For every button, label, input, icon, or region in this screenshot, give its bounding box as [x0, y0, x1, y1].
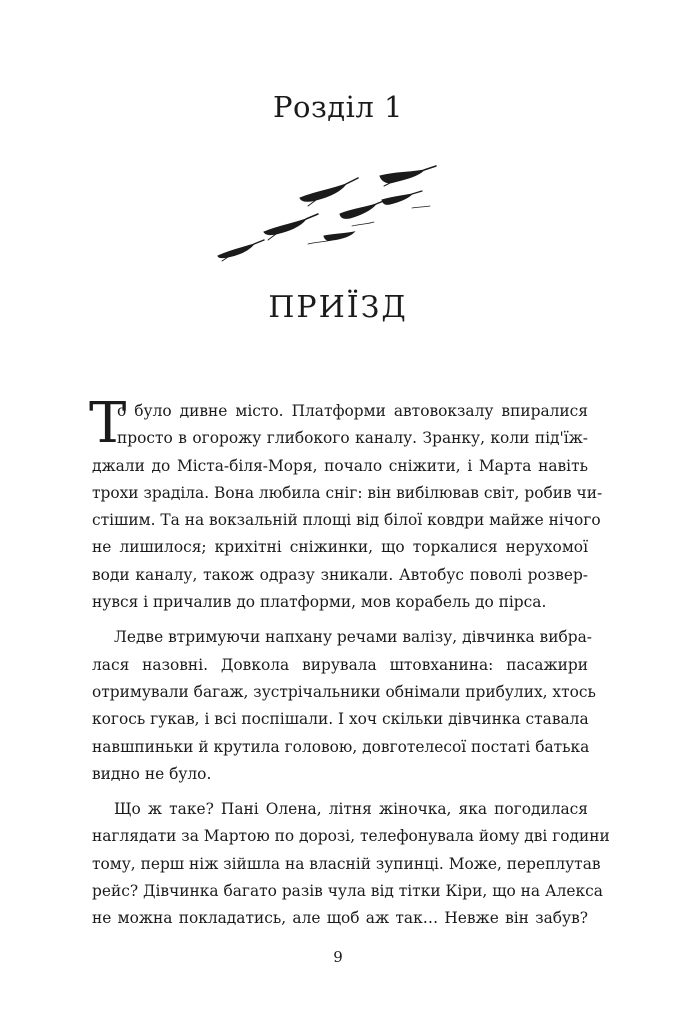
text-line: наглядати за Мартою по дорозі, телефонувала йому дві години	[92, 827, 610, 846]
text-line: тому, перш ніж зійшла на власній зупинці. Може, переплутав	[92, 854, 601, 873]
text-line: не можна покладатись, але щоб аж так… Невже він забув?	[92, 909, 588, 928]
text-line: просто в огорожу глибокого каналу. Зранку, коли під'їж-	[117, 429, 588, 448]
chapter-title: ПРИЇЗД	[268, 290, 408, 325]
text-line: Що ж таке? Пані Олена, літня жіночка, яка погодилася	[114, 800, 588, 819]
chapter-label: Розділ 1	[272, 90, 403, 124]
text-line: рейс? Дівчинка багато разів чула від тітки Кіри, що на Алекса	[92, 882, 603, 901]
text-line: джали до Міста-біля-Моря, почало сніжити, і Марта навіть	[92, 456, 588, 475]
text-line: навшпиньки й крутила головою, довготелесої постаті батька	[92, 737, 590, 756]
bird-flock-icon	[212, 164, 448, 262]
text-line: води каналу, також одразу зникали. Автобус поволі розвер-	[92, 565, 588, 584]
text-line: когось гукав, і всі поспішали. І хоч скільки дівчинка ставала	[92, 710, 589, 729]
paragraph	[92, 624, 596, 788]
text-line: нувся і причалив до платформи, мов корабель до пірса.	[92, 593, 547, 612]
text-line: отримували багаж, зустрічальники обнімали прибулих, хтось	[92, 682, 596, 701]
chapter-body	[89, 391, 610, 933]
text-line: не лишилося; крихітні сніжинки, що торкалися нерухомої	[92, 538, 588, 557]
text-line: видно не було.	[92, 764, 212, 783]
paragraph	[89, 391, 603, 616]
text-line: о було дивне місто. Платформи автовокзалу впиралися	[117, 402, 588, 420]
text-line: лася назовні. Довкола вирувала штовханина: пасажири	[92, 655, 588, 674]
page-number: 9	[333, 948, 343, 966]
text-line: стішим. Та на вокзальній площі від білої ковдри майже нічого	[92, 511, 601, 530]
paragraph	[92, 796, 610, 932]
text-line: трохи зраділа. Вона любила сніг: він вибілював світ, робив чи-	[92, 483, 603, 502]
text-line: Ледве втримуючи напхану речами валізу, дівчинка вибра-	[114, 628, 592, 647]
drop-cap: Т	[89, 391, 127, 456]
